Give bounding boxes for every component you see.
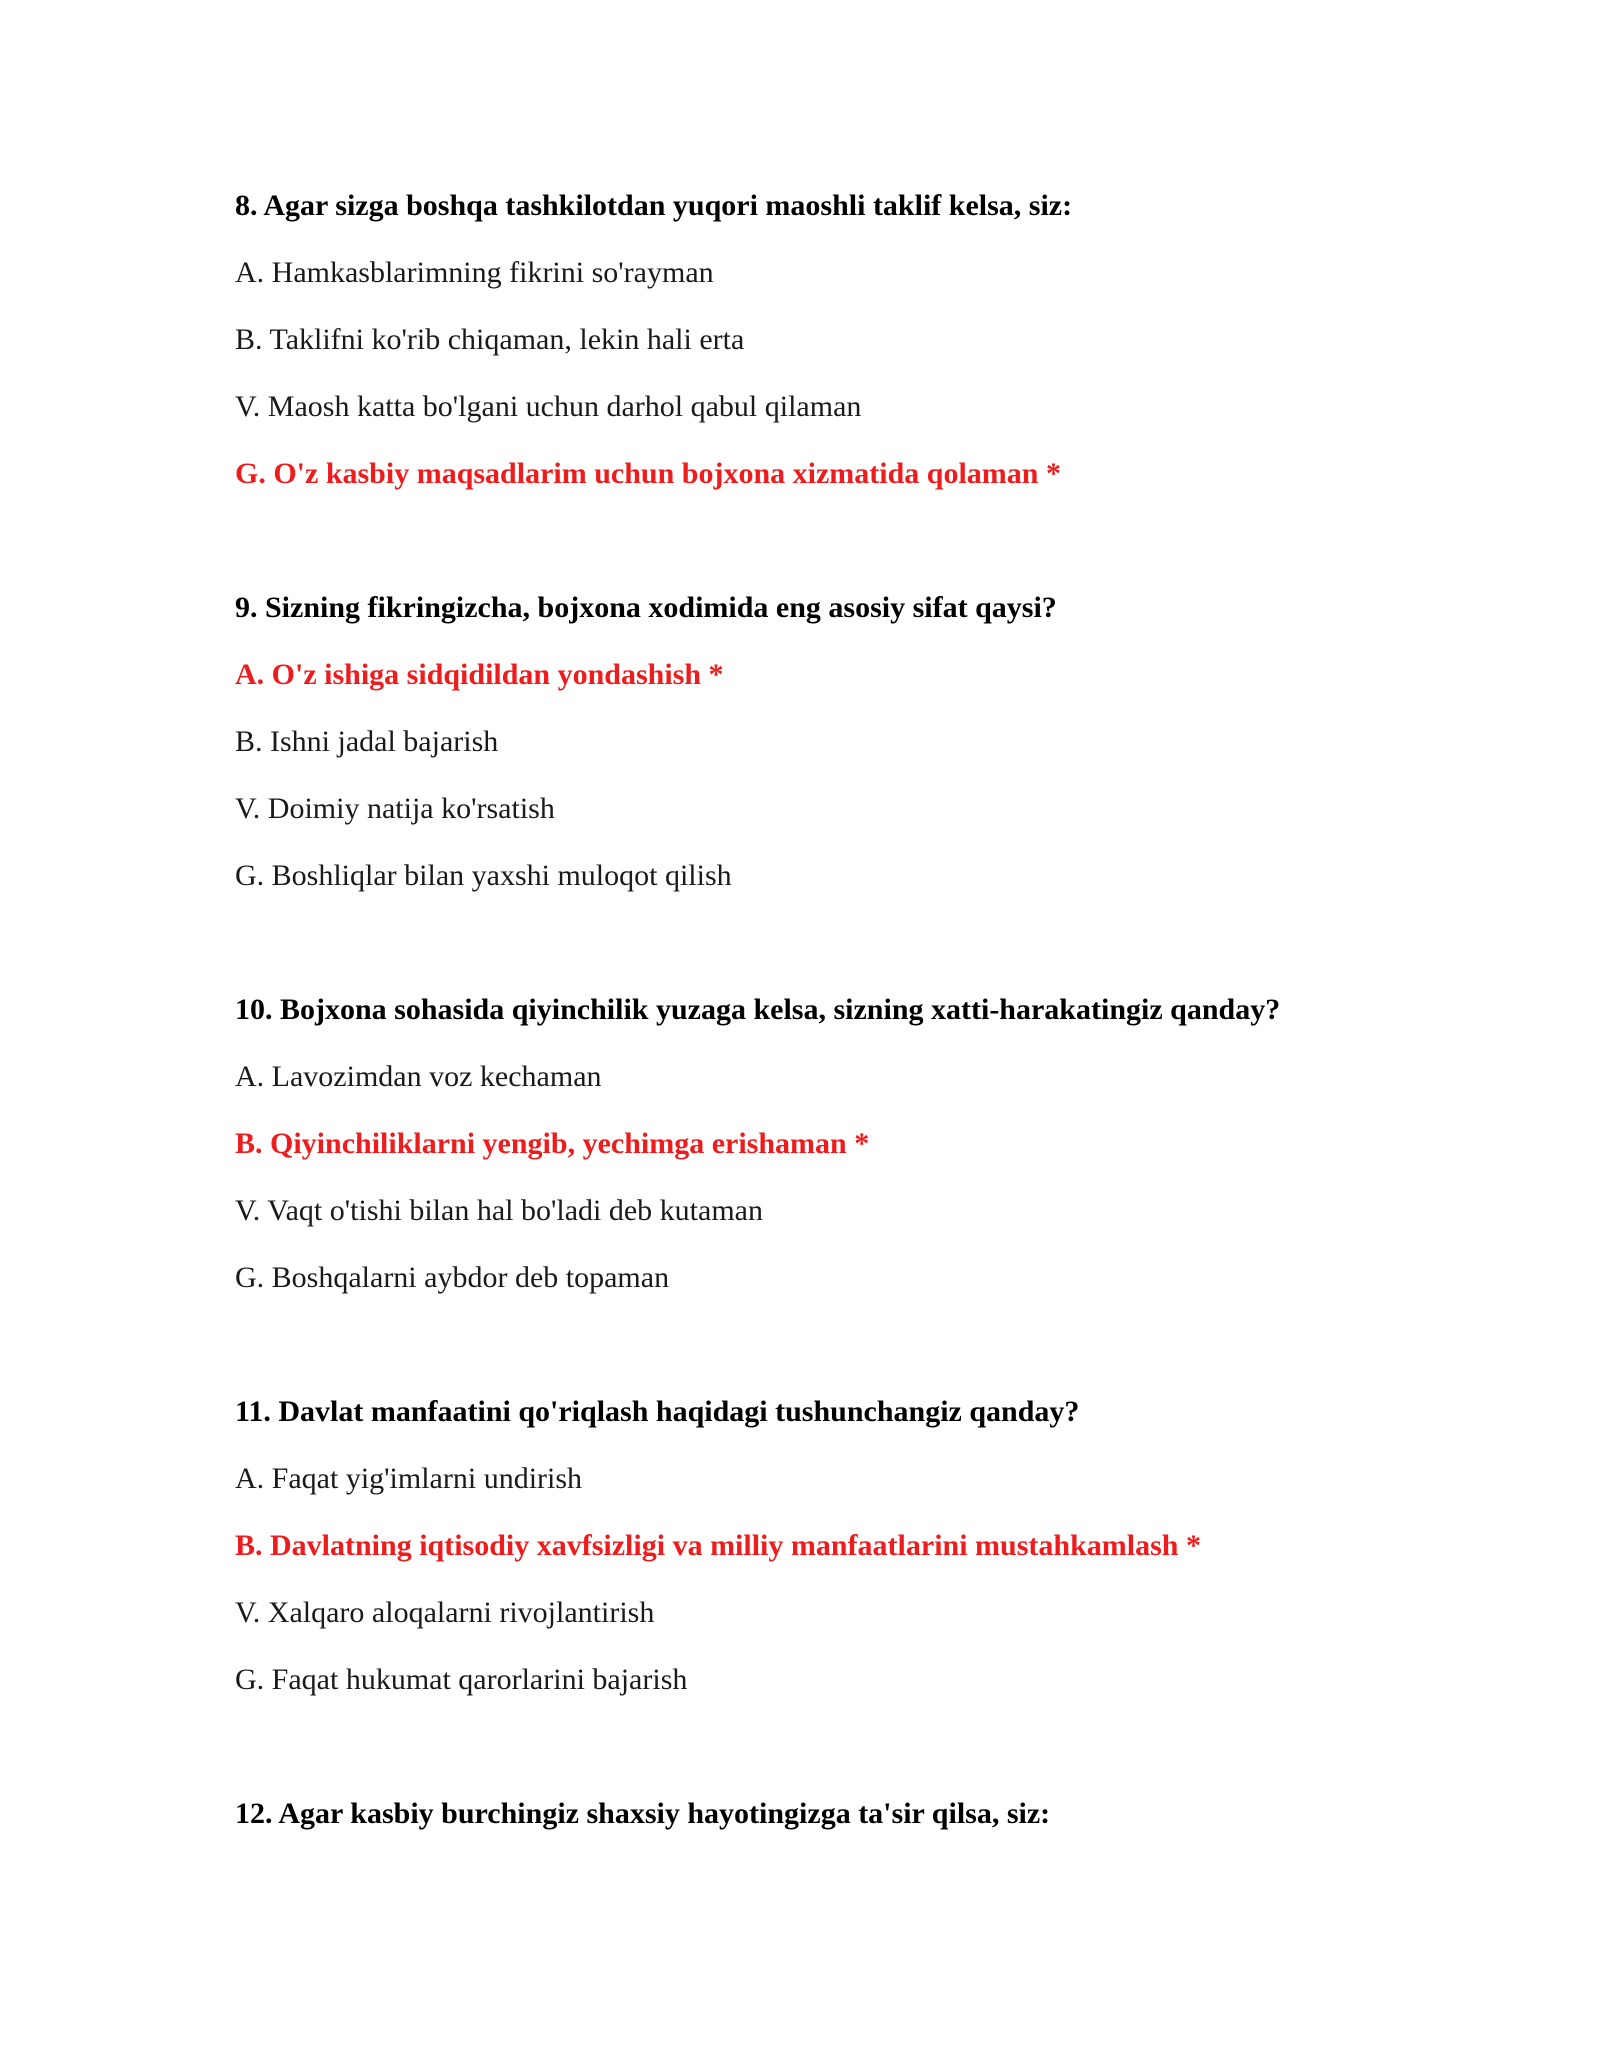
q9-option-b: B. Ishni jadal bajarish	[235, 725, 499, 758]
q9-option-g: G. Boshliqlar bilan yaxshi muloqot qilish	[235, 859, 732, 892]
q11-option-a: A. Faqat yig'imlarni undirish	[235, 1462, 583, 1495]
q9-option-v: V. Doimiy natija ko'rsatish	[235, 792, 555, 825]
q9-option-a-correct: A. O'z ishiga sidqidildan yondashish *	[235, 658, 724, 691]
question-9: 9. Sizning fikringizcha, bojxona xodimida eng asosiy sifat qaysi?	[235, 591, 1057, 624]
question-10: 10. Bojxona sohasida qiyinchilik yuzaga kelsa, sizning xatti-harakatingiz qanday?	[235, 993, 1281, 1026]
q10-option-v: V. Vaqt o'tishi bilan hal bo'ladi deb kutaman	[235, 1194, 763, 1227]
q11-option-v: V. Xalqaro aloqalarni rivojlantirish	[235, 1596, 655, 1629]
q10-option-g: G. Boshqalarni aybdor deb topaman	[235, 1261, 670, 1294]
q8-option-a: A. Hamkasblarimning fikrini so'rayman	[235, 256, 714, 289]
question-12: 12. Agar kasbiy burchingiz shaxsiy hayotingizga ta'sir qilsa, siz:	[235, 1797, 1051, 1830]
q11-option-g: G. Faqat hukumat qarorlarini bajarish	[235, 1663, 688, 1696]
question-8: 8. Agar sizga boshqa tashkilotdan yuqori maoshli taklif kelsa, siz:	[235, 189, 1073, 222]
q8-option-g-correct: G. O'z kasbiy maqsadlarim uchun bojxona xizmatida qolaman *	[235, 457, 1061, 490]
q8-option-b: B. Taklifni ko'rib chiqaman, lekin hali erta	[235, 323, 745, 356]
q10-option-b-correct: B. Qiyinchiliklarni yengib, yechimga erishaman *	[235, 1127, 870, 1160]
question-11: 11. Davlat manfaatini qo'riqlash haqidagi tushunchangiz qanday?	[235, 1395, 1080, 1428]
q8-option-v: V. Maosh katta bo'lgani uchun darhol qabul qilaman	[235, 390, 862, 423]
q10-option-a: A. Lavozimdan voz kechaman	[235, 1060, 602, 1093]
q11-option-b-correct: B. Davlatning iqtisodiy xavfsizligi va milliy manfaatlarini mustahkamlash *	[235, 1529, 1201, 1562]
